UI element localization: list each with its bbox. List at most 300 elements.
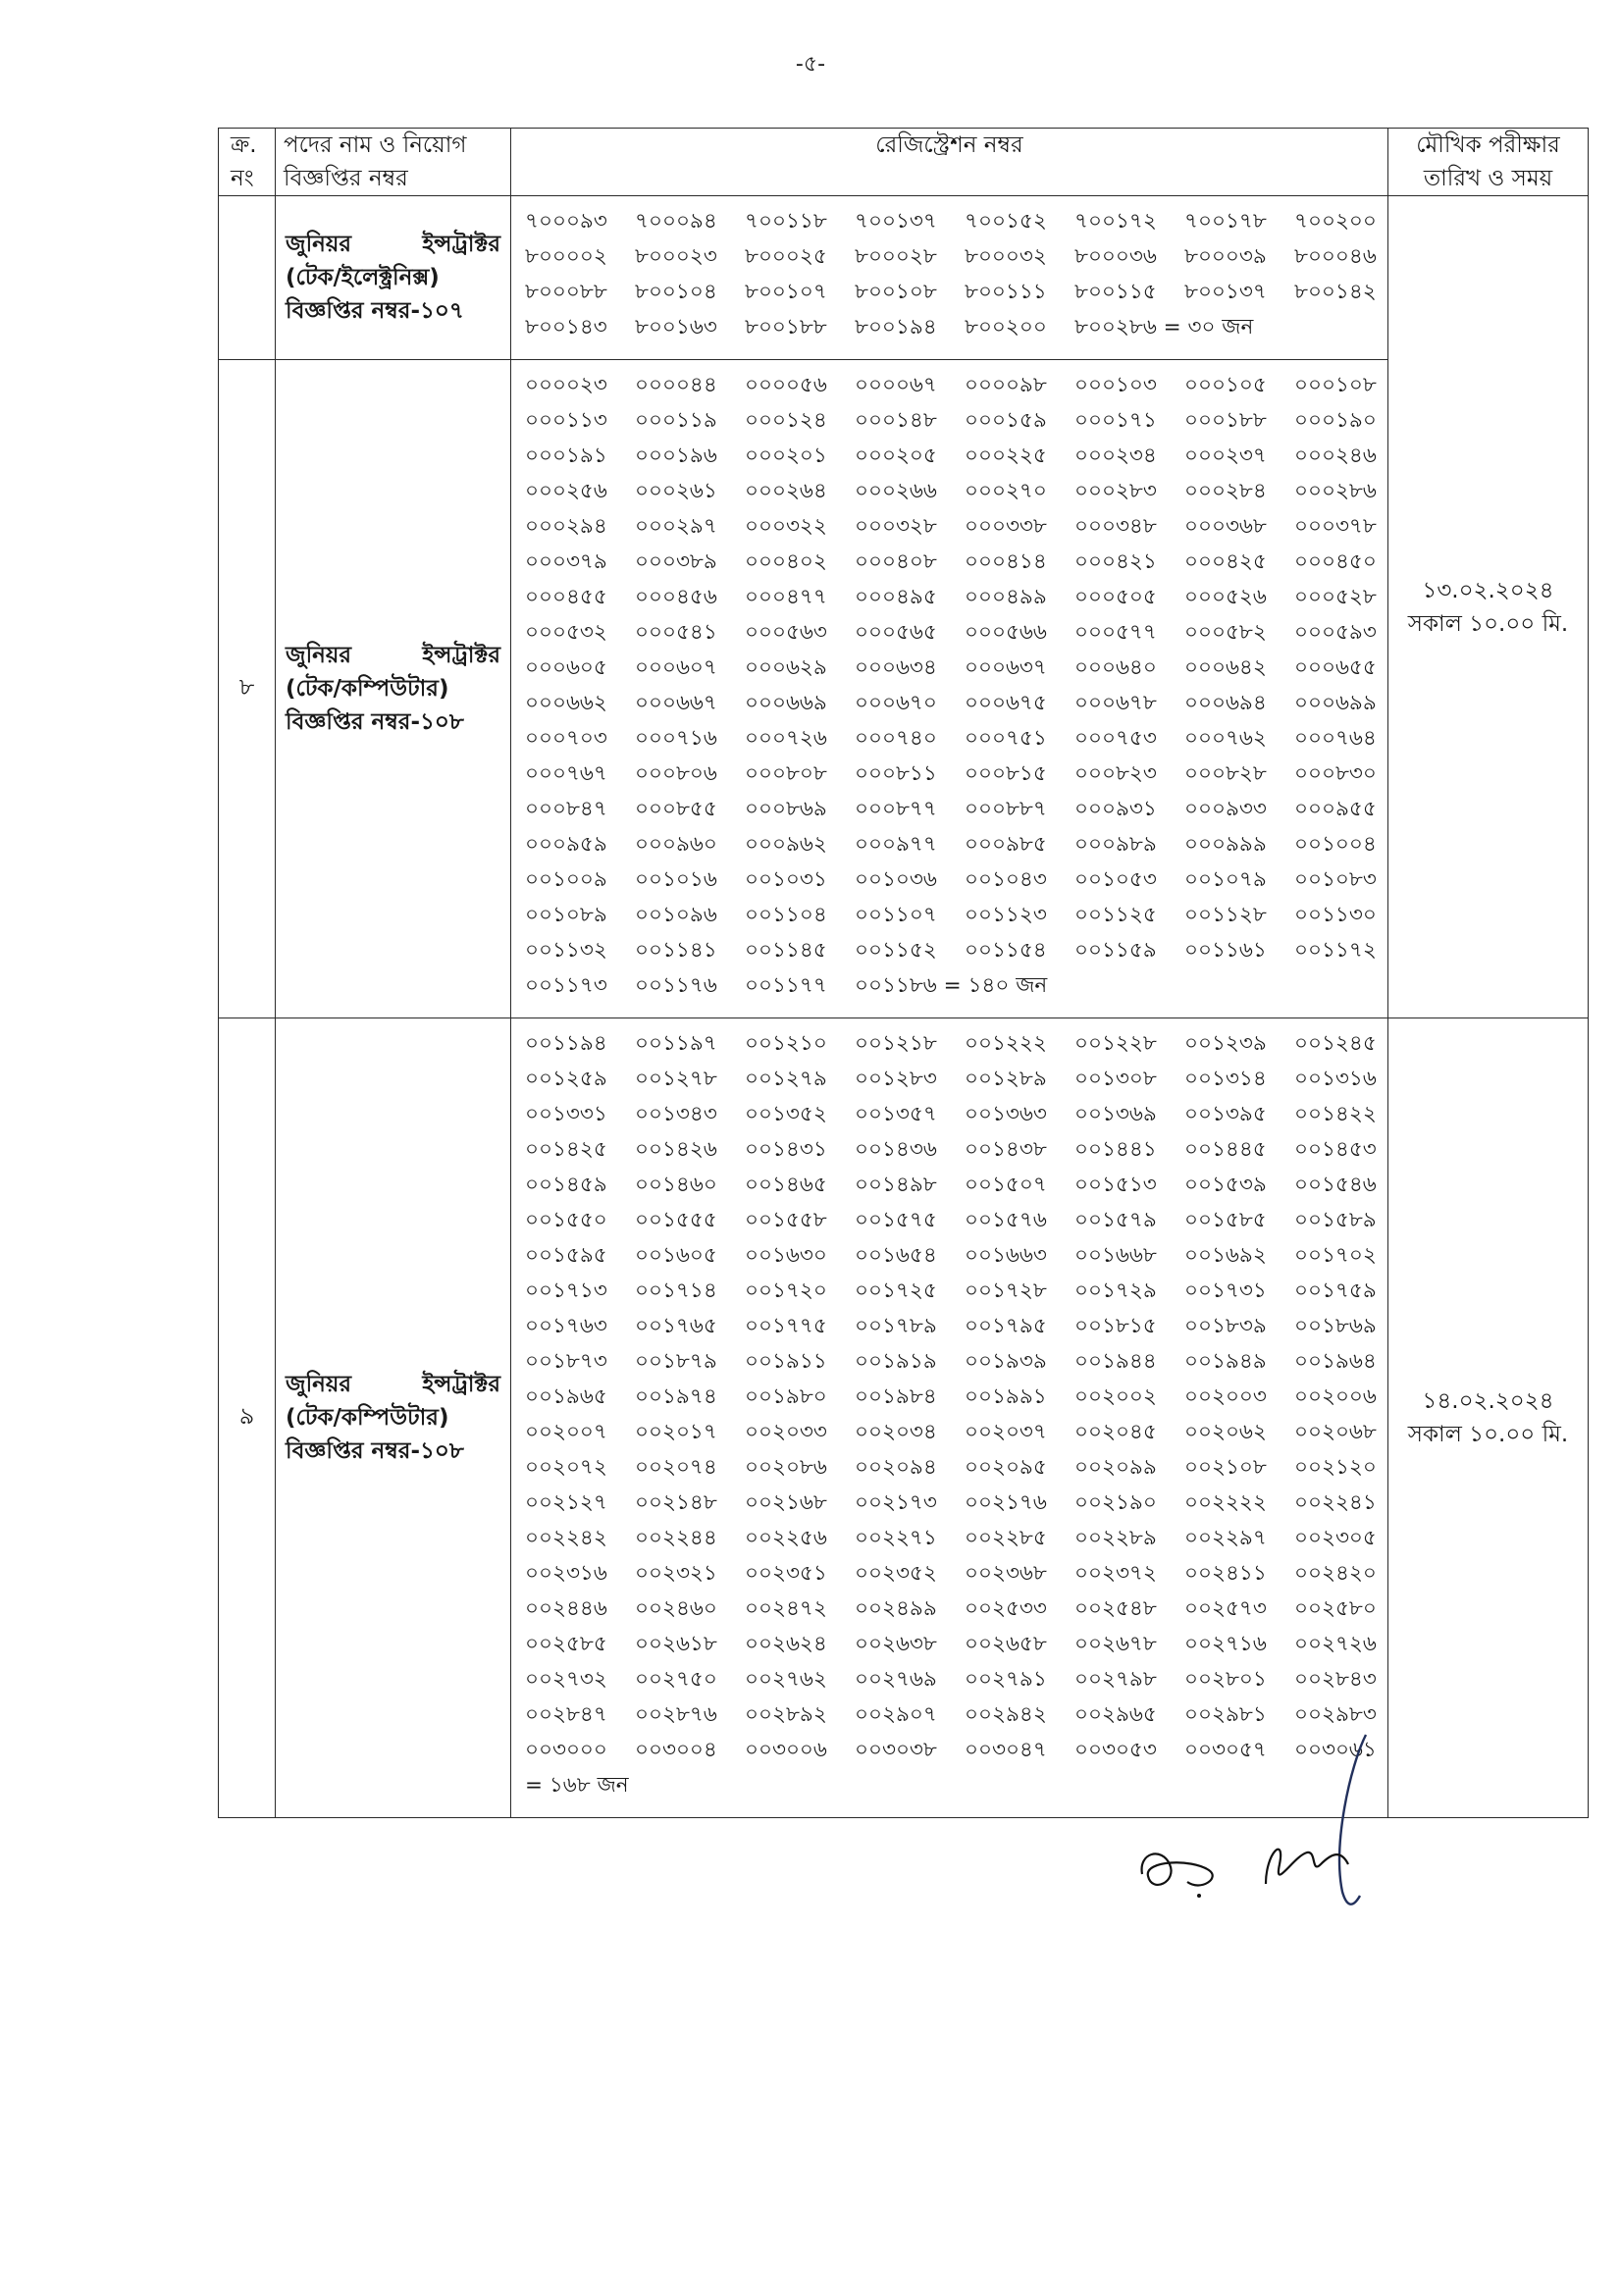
registration-number: ০০০৩৭৮ [1294, 514, 1377, 539]
registration-number: ০০১৬০৫ [635, 1243, 717, 1268]
page-number: -৫- [795, 52, 826, 77]
registration-number: ০০২৭২৬ [1294, 1632, 1377, 1656]
registration-line [525, 1097, 1384, 1132]
registration-number: ০০০৬৫৫ [1294, 655, 1377, 680]
registration-number: ০০১১৯৭ [635, 1031, 717, 1056]
registration-number: ০০১৩৯৫ [1184, 1102, 1267, 1126]
registration-number: ০০১৮৬৯ [1294, 1314, 1377, 1338]
registration-number: ০০২৮০১ [1184, 1667, 1267, 1692]
registration-number: ৮০০০৩২ [965, 244, 1047, 269]
registration-number: ০০২১০৮ [1184, 1455, 1267, 1480]
registration-number: ০০১৭২৫ [855, 1278, 937, 1303]
header-post [276, 129, 511, 196]
registration-number: ০০০২৮৩ [1074, 479, 1157, 503]
registration-number: ০০২৯৮৩ [1294, 1702, 1377, 1727]
registration-number: ০০০৭১৬ [635, 726, 717, 751]
registration-number: ৭০০২০০ [1294, 209, 1377, 234]
registration-number: ০০০৩৪৮ [1074, 514, 1157, 539]
registration-number: ০০১০৮৯ [525, 903, 607, 927]
registration-number: ০০০৯৩১ [1074, 797, 1157, 821]
registration-number: ০০২৬৩৮ [855, 1632, 937, 1656]
registration-number: ৮০০১৪৩ [525, 315, 607, 339]
registration-number: ০০০১৯৬ [635, 444, 717, 468]
registration-number: ৮০০২০০ [965, 315, 1047, 339]
registration-line [525, 862, 1384, 898]
registration-number: ০০২০৯৯ [1074, 1455, 1157, 1480]
registration-number: ০০২৭৯৮ [1074, 1667, 1157, 1692]
registration-number: ০০২১৯০ [1074, 1490, 1157, 1515]
registration-number: ০০০৮২৩ [1074, 761, 1157, 786]
registration-number: ০০১১৬১ [1184, 938, 1267, 963]
registration-number: ০০২৮৭৬ [635, 1702, 717, 1727]
registration-number: = ১৬৮ জন [525, 1773, 629, 1798]
post-name-left: জুনিয়র [286, 1372, 352, 1397]
registration-number: ০০০৮৭৭ [855, 797, 937, 821]
registration-number: ০০১৫১৩ [1074, 1173, 1157, 1197]
registration-number: ০০২১২০ [1294, 1455, 1377, 1480]
registration-number: ০০০১০৫ [1184, 373, 1267, 397]
registration-number: ০০২১২৭ [525, 1490, 607, 1515]
registration-number: ০০১৭৩১ [1184, 1278, 1267, 1303]
registration-number: ০০২৭৬৯ [855, 1667, 937, 1692]
viva-cell [1388, 1018, 1589, 1818]
registration-number: ৮০০১০৭ [745, 280, 827, 304]
results-table [218, 128, 1589, 1818]
registration-number: ০০১০০৪ [1294, 832, 1377, 857]
registration-number: ০০২৫৪৮ [1074, 1596, 1157, 1621]
registration-number: ০০১২৮৯ [965, 1067, 1047, 1091]
registration-line [525, 721, 1384, 757]
registration-number: ০০২৭৩২ [525, 1667, 607, 1692]
registration-number: ০০১৮১৫ [1074, 1314, 1157, 1338]
registration-number: ০০২৩৬৮ [965, 1561, 1047, 1586]
registration-line [525, 439, 1384, 474]
registration-number: ০০১২৩৯ [1184, 1031, 1267, 1056]
registration-number: ০০০২৩৪ [1074, 444, 1157, 468]
registration-number: ০০১৯১৯ [855, 1349, 937, 1374]
registration-number: ০০২০০৭ [525, 1420, 607, 1444]
post-name-left: জুনিয়র [286, 643, 352, 668]
registration-number: ০০১১৫২ [855, 938, 937, 963]
registration-number: ০০২২৪৪ [635, 1526, 717, 1550]
registration-number: ০০২০৮৬ [745, 1455, 827, 1480]
registration-number: ০০১১২৩ [965, 903, 1047, 927]
registration-number: ৭০০১৫২ [965, 209, 1047, 234]
registration-number: ০০০৯৬২ [745, 832, 827, 857]
registration-number: ০০৩০৫৩ [1074, 1738, 1157, 1762]
registration-number: ০০০৮১৫ [965, 761, 1047, 786]
registration-number: ০০০১৫৯ [965, 408, 1047, 433]
registration-number: ০০১৬৬৮ [1074, 1243, 1157, 1268]
registration-number: ০০০৬৬৭ [635, 691, 717, 715]
registration-number: ০০১৭৬৫ [635, 1314, 717, 1338]
registration-number: ০০০১৯০ [1294, 408, 1377, 433]
post-cell [276, 1018, 511, 1818]
registration-number: ০০০৪২৫ [1184, 549, 1267, 574]
registration-number: ০০১১২৮ [1184, 903, 1267, 927]
registration-line [525, 1132, 1384, 1168]
registration-line [525, 1450, 1384, 1486]
registration-line [525, 1168, 1384, 1203]
table-header-row [219, 129, 1589, 196]
registration-number: ০০০১০৩ [1074, 373, 1157, 397]
registration-number: ০০১৯৮৪ [855, 1384, 937, 1409]
viva-cell [1388, 196, 1589, 1018]
registration-number: ০০০৬৯৪ [1184, 691, 1267, 715]
registration-number: ০০১২৮৩ [855, 1067, 937, 1091]
registration-number: ০০২৩২১ [635, 1561, 717, 1586]
registration-number: ০০১৪২৫ [525, 1137, 607, 1162]
registration-line [525, 1415, 1384, 1450]
registration-number: ০০১৩৫৭ [855, 1102, 937, 1126]
registration-number: ০০১১৭৬ [635, 973, 717, 998]
registration-number: ৮০০০৮৮ [525, 280, 607, 304]
viva-date: ১৩.০২.২০২৪ [1422, 577, 1554, 603]
registration-line [525, 1380, 1384, 1415]
registration-number: ০০১৮৭৩ [525, 1349, 607, 1374]
registration-number: ০০২০০৬ [1294, 1384, 1377, 1409]
registration-number: ০০০৯৮৫ [965, 832, 1047, 857]
registration-number: ০০০৭৪০ [855, 726, 937, 751]
registration-number: ০০১১০৭ [855, 903, 937, 927]
registration-number: ৮০০০৪৬ [1294, 244, 1377, 269]
registration-number: ০০০১৭১ [1074, 408, 1157, 433]
registration-number: ০০১৯৬৪ [1294, 1349, 1377, 1374]
registration-number: ০০২০৬৮ [1294, 1420, 1377, 1444]
registration-line [525, 1486, 1384, 1521]
registration-number: ০০১৫৫০ [525, 1208, 607, 1232]
post-trade: (টেক/কম্পিউটার) [286, 1405, 449, 1431]
registration-number: ০০০৫৬৫ [855, 620, 937, 645]
registration-number: ০০২৮৪৩ [1294, 1667, 1377, 1692]
registration-number: ০০১১৭৩ [525, 973, 607, 998]
post-notice-number: বিজ্ঞপ্তির নম্বর-১০৮ [286, 1438, 464, 1464]
registration-number: ০০১৩১৬ [1294, 1067, 1377, 1091]
registration-number: ০০১০৯৬ [635, 903, 717, 927]
registration-line [525, 792, 1384, 827]
viva-time: সকাল ১০.০০ মি. [1407, 1422, 1569, 1447]
registration-number: ০০২২৮৯ [1074, 1526, 1157, 1550]
registration-number: ০০০৬৭০ [855, 691, 937, 715]
registration-line [525, 1592, 1384, 1627]
registration-number: ০০০১২৪ [745, 408, 827, 433]
registration-number: ০০২৭১৬ [1184, 1632, 1267, 1656]
registration-number: ০০১১৮৬ = ১৪০ জন [855, 973, 1048, 998]
registration-number: ০০১৪২২ [1294, 1102, 1377, 1126]
registration-number: ৮০০১১১ [965, 280, 1047, 304]
registration-number: ০০১৯৬৫ [525, 1384, 607, 1409]
registration-number: ০০০৪৯৯ [965, 585, 1047, 609]
registration-line [525, 1203, 1384, 1238]
registration-number: ০০১৫৮৯ [1294, 1208, 1377, 1232]
registration-number: ০০০৬৭৮ [1074, 691, 1157, 715]
registration-number: ০০০৪৫০ [1294, 549, 1377, 574]
registration-number: ০০২৮৪৭ [525, 1702, 607, 1727]
registration-number: ০০১৬৯২ [1184, 1243, 1267, 1268]
registration-line [525, 1662, 1384, 1697]
registration-number: ০০১৩৪৩ [635, 1102, 717, 1126]
registration-number: ০০১৫৭৬ [965, 1208, 1047, 1232]
serial-cell [219, 196, 276, 360]
registration-number: ০০১৭৯৫ [965, 1314, 1047, 1338]
registration-number: ০০১১৩২ [525, 938, 607, 963]
registration-number: ০০২৫৩৩ [965, 1596, 1047, 1621]
post-trade: (টেক/কম্পিউটার) [286, 676, 449, 702]
registration-number: ০০২৩১৬ [525, 1561, 607, 1586]
registration-line [525, 403, 1384, 439]
registration-number: ০০০৩৮৯ [635, 549, 717, 574]
registration-number: ০০২০৩৩ [745, 1420, 827, 1444]
registration-number: ৮০০০৩৬ [1074, 244, 1157, 269]
registration-number: ০০১৪৫৩ [1294, 1137, 1377, 1162]
registration-number: ০০০০৯৮ [965, 373, 1047, 397]
registration-number: ০০১২৫৯ [525, 1067, 607, 1091]
registration-number: ০০১৫৫৮ [745, 1208, 827, 1232]
registration-list [511, 196, 1388, 360]
registration-number: ০০১৫৭৫ [855, 1208, 937, 1232]
registration-number: ০০৩০৬১ [1294, 1738, 1377, 1762]
registration-line [525, 204, 1384, 239]
registration-line [525, 1344, 1384, 1380]
registration-number: ০০০৫৪১ [635, 620, 717, 645]
registration-number: ৮০০০২৫ [745, 244, 827, 269]
registration-number: ০০১৪৬০ [635, 1173, 717, 1197]
registration-number: ০০২৩০৫ [1294, 1526, 1377, 1550]
registration-number: ৮০০০২৩ [635, 244, 717, 269]
viva-time: সকাল ১০.০০ মি. [1407, 610, 1569, 637]
registration-number: ০০১২২৮ [1074, 1031, 1157, 1056]
registration-number: ০০০২২৫ [965, 444, 1047, 468]
registration-number: ০০৩০৪৭ [965, 1738, 1047, 1762]
registration-number: ০০০৪৫৬ [635, 585, 717, 609]
registration-number: ০০২৬২৪ [745, 1632, 827, 1656]
registration-number: ০০১১৫৪ [965, 938, 1047, 963]
registration-number: ০০১২১৮ [855, 1031, 937, 1056]
registration-number: ৮০০১৯৪ [855, 315, 937, 339]
registration-number: ০০১১৯৪ [525, 1031, 607, 1056]
registration-number: ০০০২০১ [745, 444, 827, 468]
registration-number: ০০০২০৫ [855, 444, 937, 468]
registration-number: ০০০২৯৪ [525, 514, 607, 539]
registration-number: ০০০৭২৬ [745, 726, 827, 751]
registration-number: ০০২৬৭৮ [1074, 1632, 1157, 1656]
registration-number: ০০১৩৫২ [745, 1102, 827, 1126]
registration-number: ০০০৭৬৭ [525, 761, 607, 786]
registration-number: ৮০০১৮৮ [745, 315, 827, 339]
registration-number: ০০২০৯৪ [855, 1455, 937, 1480]
registration-number: ০০২৪১১ [1184, 1561, 1267, 1586]
registration-number: ০০১৯৪৪ [1074, 1349, 1157, 1374]
registration-number: ৮০০১৪২ [1294, 280, 1377, 304]
registration-number: ০০১০৮৩ [1294, 867, 1377, 892]
registration-number: ৮০০১৬৩ [635, 315, 717, 339]
registration-line [525, 310, 1384, 345]
registration-number: ০০২২৪২ [525, 1526, 607, 1550]
registration-number: ০০০৭৬২ [1184, 726, 1267, 751]
registration-number: ০০২২৭১ [855, 1526, 937, 1550]
registration-number: ০০২৪৯৯ [855, 1596, 937, 1621]
registration-number: ০০১৪৪১ [1074, 1137, 1157, 1162]
registration-number: ০০১৯৩৯ [965, 1349, 1047, 1374]
registration-number: ৭০০১১৮ [745, 209, 827, 234]
registration-number: ০০০৪৯৫ [855, 585, 937, 609]
post-notice-number: বিজ্ঞপ্তির নম্বর-১০৮ [286, 709, 464, 735]
registration-number: ০০২৩৫২ [855, 1561, 937, 1586]
registration-number: ০০০২৬৪ [745, 479, 827, 503]
registration-number: ০০৩০০৪ [635, 1738, 717, 1762]
registration-number: ০০০৯৮৯ [1074, 832, 1157, 857]
registration-number: ০০১৩০৮ [1074, 1067, 1157, 1091]
registration-number: ০০০৬২৯ [745, 655, 827, 680]
registration-number: ০০২০০২ [1074, 1384, 1157, 1409]
registration-number: ০০২৩৫১ [745, 1561, 827, 1586]
registration-line [525, 1556, 1384, 1592]
registration-number: ০০১৪৩৮ [965, 1137, 1047, 1162]
registration-number: ০০০০৬৭ [855, 373, 937, 397]
registration-number: ০০০৫৮২ [1184, 620, 1267, 645]
registration-number: ০০২৫৮০ [1294, 1596, 1377, 1621]
registration-number: ০০০৯৯৯ [1184, 832, 1267, 857]
registration-number: ০০০৯৩৩ [1184, 797, 1267, 821]
registration-number: ০০২০০৩ [1184, 1384, 1267, 1409]
registration-number: ০০১২২২ [965, 1031, 1047, 1056]
registration-number: ০০১১৩০ [1294, 903, 1377, 927]
registration-number: ০০০৬৩৪ [855, 655, 937, 680]
registration-number: ০০২০৭২ [525, 1455, 607, 1480]
registration-number: ০০১৪৬৫ [745, 1173, 827, 1197]
registration-number: ০০২৯০৭ [855, 1702, 937, 1727]
registration-number: ০০২৫৭৩ [1184, 1596, 1267, 1621]
table-row-computer-1 [219, 360, 1589, 1018]
registration-number: ০০২৩৭২ [1074, 1561, 1157, 1586]
registration-number: ০০১১৫৯ [1074, 938, 1157, 963]
registration-number: ০০১০৩৬ [855, 867, 937, 892]
registration-number: ০০০৫২৮ [1294, 585, 1377, 609]
registration-number: ০০২২২২ [1184, 1490, 1267, 1515]
registration-number: ০০১৭৬৩ [525, 1314, 607, 1338]
registration-number: ৭০০১৭২ [1074, 209, 1157, 234]
registration-number: ০০১৪৫৯ [525, 1173, 607, 1197]
header-viva-line-1: মৌখিক পরীক্ষার [1416, 132, 1560, 158]
registration-number: ০০৩০৩৮ [855, 1738, 937, 1762]
registration-number: ০০১৬৬৩ [965, 1243, 1047, 1268]
registration-number: ০০০২৮৪ [1184, 479, 1267, 503]
registration-list [511, 360, 1388, 1018]
signature [1119, 1727, 1393, 1943]
registration-number: ০০০৪১৪ [965, 549, 1047, 574]
registration-number: ০০১৫৯৫ [525, 1243, 607, 1268]
registration-number: ০০০৩২৮ [855, 514, 937, 539]
registration-number: ০০০৬৬২ [525, 691, 607, 715]
registration-number: ০০০৪৭৭ [745, 585, 827, 609]
registration-number: ০০০৩২২ [745, 514, 827, 539]
registration-number: ০০১৫৪৬ [1294, 1173, 1377, 1197]
registration-number: ০০২০৭৪ [635, 1455, 717, 1480]
registration-number: ০০১৭২৯ [1074, 1278, 1157, 1303]
registration-number: ০০২৯৬৫ [1074, 1702, 1157, 1727]
registration-number: ০০২৪৪৬ [525, 1596, 607, 1621]
registration-number: ০০১১৭২ [1294, 938, 1377, 963]
registration-number: ০০০৫৩২ [525, 620, 607, 645]
registration-line [525, 933, 1384, 968]
registration-number: ০০২৭৫০ [635, 1667, 717, 1692]
registration-line [525, 1238, 1384, 1274]
registration-number: ৮০০০০২ [525, 244, 607, 269]
registration-number: ০০১০১৬ [635, 867, 717, 892]
registration-line [525, 368, 1384, 403]
post-name [286, 228, 500, 261]
registration-number: ০০৩০০০ [525, 1738, 607, 1762]
registration-number: ০০২২৯৭ [1184, 1526, 1267, 1550]
registration-number: ০০১৮৩৯ [1184, 1314, 1267, 1338]
registration-number: ০০০১৪৮ [855, 408, 937, 433]
registration-number: ০০১৩৩১ [525, 1102, 607, 1126]
registration-number: ৮০০০২৮ [855, 244, 937, 269]
table-row-computer-2 [219, 1018, 1589, 1818]
registration-number: ০০০১০৮ [1294, 373, 1377, 397]
registration-number: ০০০৮৬৯ [745, 797, 827, 821]
registration-number: ০০০২৬৬ [855, 479, 937, 503]
registration-number: ০০২৬১৮ [635, 1632, 717, 1656]
registration-number: ০০০৯৫৫ [1294, 797, 1377, 821]
registration-number: ০০১৮৭৯ [635, 1349, 717, 1374]
registration-number: ০০২১৪৮ [635, 1490, 717, 1515]
table-row-electronics [219, 196, 1589, 360]
registration-number: ০০১১৪৫ [745, 938, 827, 963]
registration-number: ০০২৪৬০ [635, 1596, 717, 1621]
registration-number: ০০০০৫৬ [745, 373, 827, 397]
registration-number: ০০২৭৯১ [965, 1667, 1047, 1692]
registration-line [525, 509, 1384, 545]
registration-number: ০০০৮১১ [855, 761, 937, 786]
registration-number: ০০২০৬২ [1184, 1420, 1267, 1444]
serial-cell: ৯ [219, 1018, 276, 1818]
post-cell [276, 360, 511, 1018]
header-serial [219, 129, 276, 196]
registration-number: ৮০০২৮৬ = ৩০ জন [1074, 315, 1254, 339]
registration-number: ০০২১৬৮ [745, 1490, 827, 1515]
registration-number: ০০১৯৯১ [965, 1384, 1047, 1409]
registration-line [525, 1309, 1384, 1344]
registration-number: ০০২০৩৭ [965, 1420, 1047, 1444]
registration-number: ০০০৩৩৮ [965, 514, 1047, 539]
registration-number: ০০০২৪৬ [1294, 444, 1377, 468]
registration-number: ০০০৬০৫ [525, 655, 607, 680]
registration-number: ০০০৮২৮ [1184, 761, 1267, 786]
registration-number: ০০১৯৭৪ [635, 1384, 717, 1409]
registration-number: ০০২৫৮৫ [525, 1632, 607, 1656]
registration-number: ০০১৯৪৯ [1184, 1349, 1267, 1374]
registration-number: ৭০০১৩৭ [855, 209, 937, 234]
registration-number: ০০০৫৯৩ [1294, 620, 1377, 645]
registration-number: ০০০৬৩৭ [965, 655, 1047, 680]
registration-number: ০০১৬৩০ [745, 1243, 827, 1268]
registration-line [525, 1026, 1384, 1062]
header-post-line-2: বিজ্ঞপ্তির নম্বর [284, 166, 408, 191]
viva-date: ১৪.০২.২০২৪ [1422, 1388, 1554, 1414]
registration-number: ০০০৫২৬ [1184, 585, 1267, 609]
registration-number: ০০১৩৬৩ [965, 1102, 1047, 1126]
registration-line [525, 275, 1384, 310]
registration-line [525, 1274, 1384, 1309]
registration-number: ০০১১৭৭ [745, 973, 827, 998]
registration-number: ০০০৮৫৫ [635, 797, 717, 821]
registration-line [525, 827, 1384, 862]
registration-number: ০০২৯৮১ [1184, 1702, 1267, 1727]
registration-number: ০০১৬৫৪ [855, 1243, 937, 1268]
registration-number: ০০০৯৬০ [635, 832, 717, 857]
registration-number: ০০০৪০২ [745, 549, 827, 574]
